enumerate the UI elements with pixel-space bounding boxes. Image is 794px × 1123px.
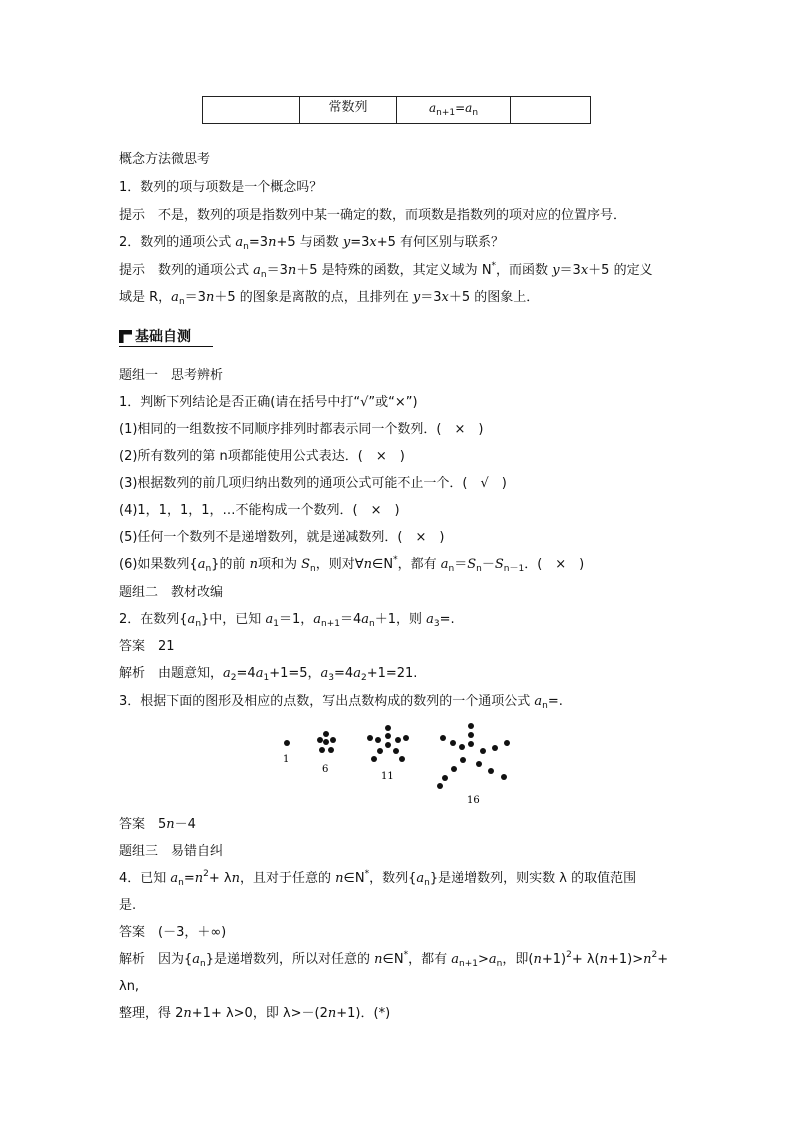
group1-item-5: (5)任何一个数列不是递增数列，就是递减数列．( × ): [119, 530, 445, 545]
table-row: [202, 96, 591, 124]
group3-title: 题组三 易错自纠: [119, 844, 224, 859]
dot-group-6: [317, 731, 336, 753]
group3-solution4-line3: 整理，得 2n+1+ λ>0，即 λ>－(2n+1)．(*): [119, 1006, 391, 1021]
table-cell-text: 常数列: [328, 100, 368, 115]
group3-solution4-line2: λn,: [119, 979, 140, 994]
figure-label-16: 16: [467, 795, 480, 806]
heading-underline: [119, 346, 213, 347]
concept-a1: 提示 不是，数列的项是指数列中某一确定的数，而项数是指数列的项对应的位置序号．: [119, 208, 627, 223]
group2-title: 题组二 教材改编: [119, 585, 224, 600]
group2-q2: 2．在数列$\{a_n\}$中，已知 $a_1=1$，$a_{n+1}=4a_n+1$，则 $a_3=$.: [119, 612, 455, 629]
section-heading: 基础自测: [119, 326, 191, 346]
group2-answer2: 答案 21: [119, 639, 175, 654]
group1-title: 题组一 思考辨析: [119, 368, 224, 383]
group1-question: 1．判断下列结论是否正确(请在括号中打“√”或“×”): [119, 395, 418, 410]
group1-item-3: (3)根据数列的前几项归纳出数列的通项公式可能不止一个．( √ ): [119, 476, 507, 491]
heading-mark-icon: [119, 330, 132, 343]
concept-a2-line1: 提示 数列的通项公式 $a_n=3n+5$ 是特殊的函数，其定义域为 N*，而函数 y＝3x＋5 的定义: [119, 261, 653, 280]
group1-item-4: (4)1，1，1，1，…不能构成一个数列．( × ): [119, 503, 400, 518]
concept-a2-line2: 域是 R，$a_n=3n+5$ 的图象是离散的点，且排列在 y＝3x＋5 的图象上．: [119, 290, 540, 307]
table-cell-4: [511, 97, 590, 123]
group3-answer4: 答案 (－3，＋∞): [119, 925, 227, 940]
table-cell-3: $a_{n+1}=a_n$: [397, 97, 511, 123]
figure-label-1: 1: [283, 754, 290, 765]
group3-q4-line2: 是.: [119, 898, 137, 913]
dot: [284, 740, 290, 746]
figure-label-11: 11: [381, 771, 394, 782]
table-cell-2: [300, 97, 397, 123]
table-cell-1: [203, 97, 300, 123]
group1-item-2: (2)所有数列的第 n项都能使用公式表达．( × ): [119, 449, 405, 464]
concept-q1: 1．数列的项与项数是一个概念吗？: [119, 180, 323, 195]
group2-q3: 3．根据下面的图形及相应的点数，写出点数构成的数列的一个通项公式 $a_n=$.: [119, 694, 563, 711]
dot-group-11: [367, 725, 409, 762]
group3-q4-line1: 4．已知 $a_n=n^2+ \lambda n$，且对于任意的 n∈N*，数列$\{a_n\}$是递增数列，则实数 λ 的取值范围: [119, 869, 637, 888]
group3-solution4-line1: 解析 因为$\{a_n\}$是递增数列，所以对任意的 n∈N*，都有 $a_{n+1}>a_n$，即$(n+1)^2+ \lambda(n+1)>n^2+$: [119, 950, 669, 969]
concept-title: 概念方法微思考: [119, 152, 211, 167]
group2-solution2: 解析 由题意知，$a_2=4a_1+1=5$，$a_3=4a_2+1=21$.: [119, 666, 418, 683]
group1-item-1: (1)相同的一组数按不同顺序排列时都表示同一个数列．( × ): [119, 422, 484, 437]
dot-group-16: [437, 723, 510, 789]
concept-q2: 2．数列的通项公式 $a_n=3n+5$ 与函数 y=3x+5 有何区别与联系？: [119, 235, 505, 252]
dot-pattern-figure: [270, 718, 530, 808]
group1-item-6: (6)如果数列$\{a_n\}$的前 n项和为 $S_n$，则对∀n∈N*，都有 $a_n=S_n-S_{n-1}$．( × ): [119, 555, 585, 574]
group2-answer3: 答案 5n－4: [119, 817, 196, 832]
figure-label-6: 6: [322, 764, 329, 775]
